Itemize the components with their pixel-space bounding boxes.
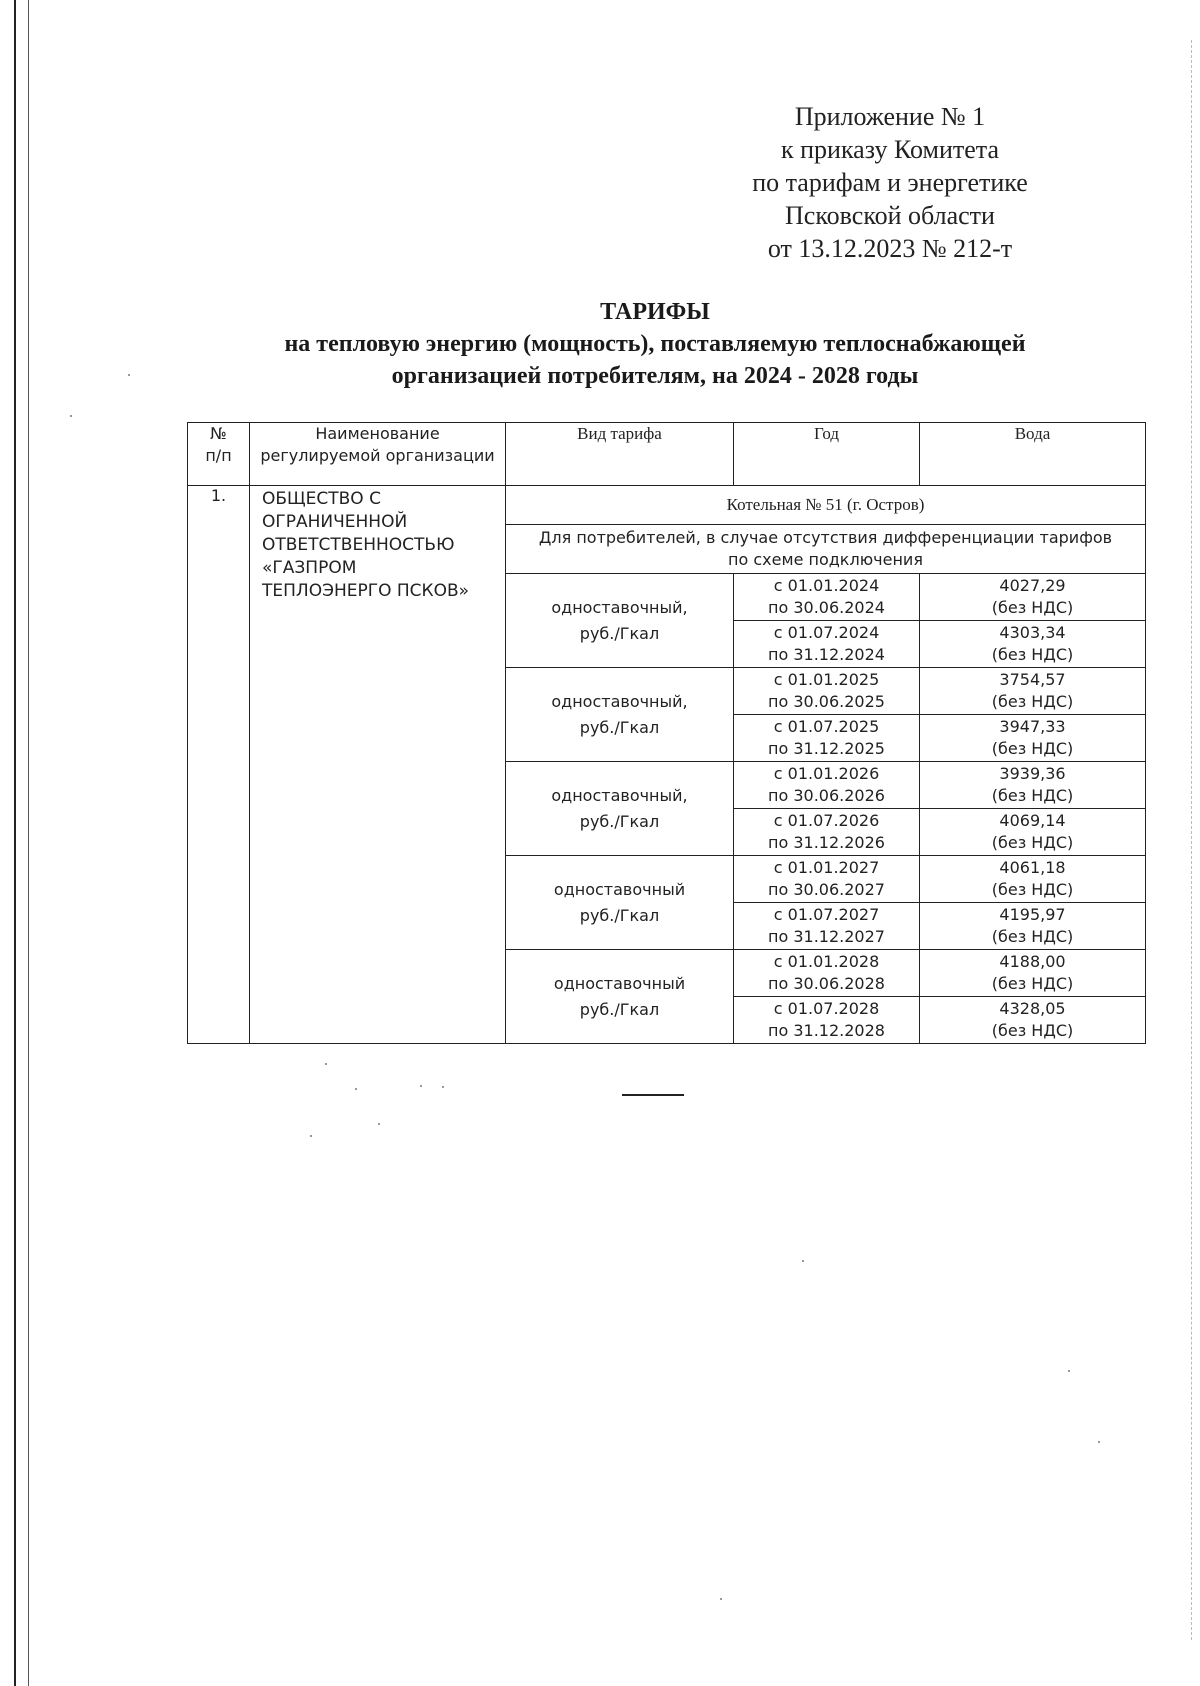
period-cell xyxy=(734,997,920,1044)
scan-left-edge-inner xyxy=(28,0,29,1686)
vat-note: (без НДС) xyxy=(991,880,1074,899)
tariff-type-line: руб./Гкал xyxy=(579,999,660,1019)
tariff-type-line: руб./Гкал xyxy=(579,811,660,831)
scan-speck xyxy=(1068,1370,1070,1372)
appendix-line: Псковской области xyxy=(785,201,995,230)
vat-note: (без НДС) xyxy=(991,974,1074,993)
water-value-cell xyxy=(920,668,1146,715)
scan-speck xyxy=(310,1135,312,1137)
header-org-line: Наименование xyxy=(315,424,440,443)
water-value-cell xyxy=(920,574,1146,621)
org-line: ОТВЕТСТВЕННОСТЬЮ xyxy=(262,535,455,555)
period-to: по 30.06.2024 xyxy=(768,598,885,617)
tariff-value: 4188,00 xyxy=(999,952,1066,971)
scan-speck xyxy=(325,1063,327,1065)
tariff-type xyxy=(506,668,734,762)
header-num-line: № xyxy=(210,424,227,443)
tariff-type-line: одноставочный, xyxy=(551,597,688,617)
tariff-value: 3947,33 xyxy=(999,717,1066,736)
org-line: ТЕПЛОЭНЕРГО ПСКОВ» xyxy=(262,581,470,601)
water-value-cell xyxy=(920,621,1146,668)
tariff-type xyxy=(506,950,734,1044)
water-value-cell xyxy=(920,903,1146,950)
vat-note: (без НДС) xyxy=(991,739,1074,758)
end-divider xyxy=(622,1094,684,1096)
tariff-value: 3754,57 xyxy=(999,670,1066,689)
period-to: по 31.12.2025 xyxy=(768,739,885,758)
appendix-line: по тарифам и энергетике xyxy=(752,168,1028,197)
title-line-3: организацией потребителям, на 2024 - 2028 годы xyxy=(391,363,919,389)
appendix-header xyxy=(700,100,1080,265)
tariff-value: 4328,05 xyxy=(999,999,1066,1018)
document-title xyxy=(160,296,1150,392)
period-to: по 30.06.2025 xyxy=(768,692,885,711)
period-to: по 31.12.2024 xyxy=(768,645,885,664)
period-to: по 31.12.2028 xyxy=(768,1021,885,1040)
period-to: по 30.06.2027 xyxy=(768,880,885,899)
period-cell xyxy=(734,715,920,762)
header-num-line: п/п xyxy=(205,446,232,465)
tariff-value: 4061,18 xyxy=(999,858,1066,877)
tariff-type-line: одноставочный xyxy=(553,973,686,993)
tariff-value: 4069,14 xyxy=(999,811,1066,830)
water-value-cell xyxy=(920,856,1146,903)
vat-note: (без НДС) xyxy=(991,833,1074,852)
header-water: Вода xyxy=(920,423,1146,486)
scan-speck xyxy=(720,1598,722,1600)
org-line: ОБЩЕСТВО С xyxy=(262,489,381,509)
header-year: Год xyxy=(734,423,920,486)
period-cell xyxy=(734,668,920,715)
period-cell xyxy=(734,574,920,621)
period-cell xyxy=(734,762,920,809)
water-value-cell xyxy=(920,997,1146,1044)
period-from: с 01.01.2026 xyxy=(773,764,880,783)
scan-speck xyxy=(1098,1441,1100,1443)
organization-name xyxy=(250,486,506,1044)
title-line-1: ТАРИФЫ xyxy=(600,299,710,325)
period-from: с 01.07.2027 xyxy=(773,905,880,924)
water-value-cell xyxy=(920,950,1146,997)
org-line: «ГАЗПРОМ xyxy=(262,558,357,578)
scan-speck xyxy=(442,1086,444,1088)
tariff-table xyxy=(187,422,1146,1044)
period-cell xyxy=(734,621,920,668)
tariff-type-line: руб./Гкал xyxy=(579,623,660,643)
period-cell xyxy=(734,950,920,997)
consumers-note xyxy=(506,525,1146,574)
period-from: с 01.07.2025 xyxy=(773,717,880,736)
tariff-type-line: руб./Гкал xyxy=(579,905,660,925)
period-to: по 30.06.2026 xyxy=(768,786,885,805)
table-row-boiler xyxy=(188,486,1146,525)
scan-speck xyxy=(802,1260,804,1262)
period-to: по 31.12.2026 xyxy=(768,833,885,852)
period-from: с 01.01.2027 xyxy=(773,858,880,877)
period-cell xyxy=(734,903,920,950)
tariff-type xyxy=(506,574,734,668)
period-from: с 01.01.2025 xyxy=(773,670,880,689)
vat-note: (без НДС) xyxy=(991,598,1074,617)
period-to: по 31.12.2027 xyxy=(768,927,885,946)
org-line: ОГРАНИЧЕННОЙ xyxy=(262,512,408,532)
scan-speck xyxy=(420,1085,422,1087)
water-value-cell xyxy=(920,715,1146,762)
table-header-row xyxy=(188,423,1146,486)
period-from: с 01.07.2024 xyxy=(773,623,880,642)
tariff-type-line: одноставочный, xyxy=(551,691,688,711)
consumers-line: по схеме подключения xyxy=(728,550,923,569)
vat-note: (без НДС) xyxy=(991,927,1074,946)
period-to: по 30.06.2028 xyxy=(768,974,885,993)
vat-note: (без НДС) xyxy=(991,786,1074,805)
tariff-type-line: одноставочный, xyxy=(551,785,688,805)
period-from: с 01.07.2028 xyxy=(773,999,880,1018)
appendix-line: Приложение № 1 xyxy=(794,102,986,131)
period-from: с 01.07.2026 xyxy=(773,811,880,830)
appendix-line: от 13.12.2023 № 212-т xyxy=(767,234,1013,263)
tariff-type-line: руб./Гкал xyxy=(579,717,660,737)
vat-note: (без НДС) xyxy=(991,1021,1074,1040)
appendix-line: к приказу Комитета xyxy=(780,135,999,164)
scan-speck xyxy=(70,415,72,417)
scan-speck xyxy=(355,1088,357,1090)
tariff-value: 4303,34 xyxy=(999,623,1066,642)
tariff-value: 4195,97 xyxy=(999,905,1066,924)
header-org-line: регулируемой организации xyxy=(260,446,495,465)
row-number: 1. xyxy=(188,486,250,1044)
header-org xyxy=(250,423,506,486)
period-from: с 01.01.2024 xyxy=(773,576,880,595)
vat-note: (без НДС) xyxy=(991,645,1074,664)
tariff-value: 4027,29 xyxy=(999,576,1066,595)
title-line-2: на тепловую энергию (мощность), поставляемую теплоснабжающей xyxy=(284,331,1026,357)
period-cell xyxy=(734,809,920,856)
header-type: Вид тарифа xyxy=(506,423,734,486)
period-cell xyxy=(734,856,920,903)
header-num xyxy=(188,423,250,486)
consumers-line: Для потребителей, в случае отсутствия дифференциации тарифов xyxy=(538,528,1113,547)
water-value-cell xyxy=(920,809,1146,856)
tariff-type xyxy=(506,762,734,856)
scan-right-edge xyxy=(1190,40,1192,1640)
period-from: с 01.01.2028 xyxy=(773,952,880,971)
water-value-cell xyxy=(920,762,1146,809)
scan-left-edge xyxy=(14,0,16,1686)
tariff-type-line: одноставочный xyxy=(553,879,686,899)
vat-note: (без НДС) xyxy=(991,692,1074,711)
tariff-type xyxy=(506,856,734,950)
scan-speck xyxy=(378,1123,380,1125)
tariff-value: 3939,36 xyxy=(999,764,1066,783)
boiler-name: Котельная № 51 (г. Остров) xyxy=(506,486,1146,525)
scan-speck xyxy=(128,374,130,376)
